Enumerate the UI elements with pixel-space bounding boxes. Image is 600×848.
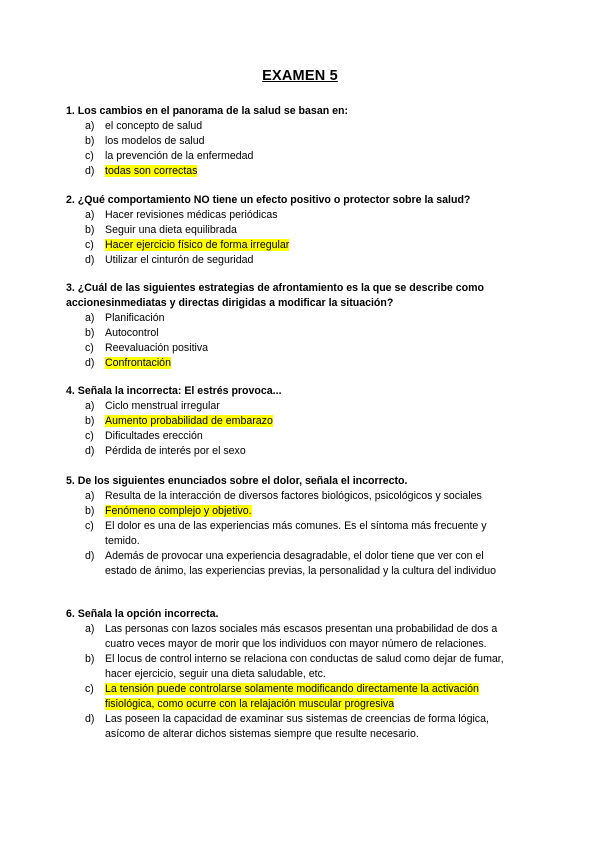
option-text-wrap <box>105 253 516 268</box>
option-text: los modelos de salud <box>105 135 205 147</box>
question-3 <box>66 281 516 371</box>
question-text: 5. De los siguientes enunciados sobre el dolor, señala el incorrecto. <box>66 475 408 487</box>
option-text: Las personas con lazos sociales más escasos presentan una probabilidad de dos a cuatro veces mayor de morir que los individuos con mayor número de relaciones. <box>105 623 498 650</box>
option-list <box>66 311 516 371</box>
option-letter: d) <box>85 254 95 266</box>
question-text: 6. Señala la opción incorrecta. <box>66 608 219 620</box>
page-title: EXAMEN 5 <box>262 68 338 84</box>
option-text-wrap <box>105 712 516 742</box>
option-text-wrap <box>105 326 516 341</box>
answer-option <box>66 429 516 444</box>
option-text-wrap <box>105 652 516 682</box>
option-text-wrap <box>105 164 516 179</box>
option-letter: a) <box>85 120 95 132</box>
answer-option <box>66 399 516 414</box>
option-letter: a) <box>85 312 95 324</box>
answer-option <box>66 238 516 253</box>
option-text: Además de provocar una experiencia desagradable, el dolor tiene que ver con el estado de ánimo, las experiencias previas, la personalidad y la cultura del individuo <box>105 550 497 577</box>
option-list <box>66 119 516 179</box>
answer-option <box>66 519 516 549</box>
answer-option <box>66 311 516 326</box>
option-letter: b) <box>85 505 95 517</box>
answer-option <box>66 414 516 429</box>
answer-option <box>66 489 516 504</box>
option-letter: d) <box>85 445 95 457</box>
question-1 <box>66 104 516 179</box>
option-letter: a) <box>85 623 95 635</box>
answer-option <box>66 682 516 712</box>
option-text: Pérdida de interés por el sexo <box>105 445 246 457</box>
option-letter: c) <box>85 239 94 251</box>
answer-option <box>66 341 516 356</box>
option-text-wrap <box>105 549 516 579</box>
question-4 <box>66 384 516 459</box>
option-text-wrap <box>105 311 516 326</box>
option-text-wrap <box>105 208 516 223</box>
option-text-wrap <box>105 622 516 652</box>
option-letter: d) <box>85 165 95 177</box>
question-2 <box>66 193 516 268</box>
highlighted-answer: Fenómeno complejo y objetivo. <box>105 505 252 517</box>
option-letter: b) <box>85 327 95 339</box>
option-letter: b) <box>85 135 95 147</box>
option-text-wrap <box>105 489 516 504</box>
answer-option <box>66 208 516 223</box>
option-letter: b) <box>85 224 95 236</box>
question-6 <box>66 607 516 742</box>
option-text-wrap <box>105 414 516 429</box>
answer-option <box>66 134 516 149</box>
answer-option <box>66 223 516 238</box>
question-text: 1. Los cambios en el panorama de la salud se basan en: <box>66 105 349 117</box>
option-text-wrap <box>105 149 516 164</box>
option-text: El locus de control interno se relaciona con conductas de salud como dejar de fumar, hacer ejercicio, seguir una dieta saludable, etc. <box>105 653 504 680</box>
option-list <box>66 399 516 459</box>
answer-option <box>66 622 516 652</box>
option-letter: c) <box>85 683 94 695</box>
option-list <box>66 208 516 268</box>
option-text: Utilizar el cinturón de seguridad <box>105 254 254 266</box>
option-text-wrap <box>105 429 516 444</box>
highlighted-answer: Confrontación <box>105 357 171 369</box>
highlighted-answer: todas son correctas <box>105 165 198 177</box>
option-letter: d) <box>85 550 95 562</box>
answer-option <box>66 326 516 341</box>
answer-option <box>66 149 516 164</box>
option-text: Planificación <box>105 312 165 324</box>
option-letter: c) <box>85 150 94 162</box>
option-text-wrap <box>105 519 516 549</box>
option-text-wrap <box>105 682 516 712</box>
question-text: 2. ¿Qué comportamiento NO tiene un efecto positivo o protector sobre la salud? <box>66 194 471 206</box>
option-text: Ciclo menstrual irregular <box>105 400 220 412</box>
option-text: Seguir una dieta equilibrada <box>105 224 237 236</box>
question-5 <box>66 474 516 579</box>
option-text-wrap <box>105 238 516 253</box>
option-letter: c) <box>85 520 94 532</box>
option-letter: d) <box>85 357 95 369</box>
option-list <box>66 622 516 742</box>
highlighted-answer: Aumento probabilidad de embarazo <box>105 415 273 427</box>
option-text: Hacer revisiones médicas periódicas <box>105 209 278 221</box>
option-list <box>66 489 516 579</box>
option-text-wrap <box>105 444 516 459</box>
question-text: 3. ¿Cuál de las siguientes estrategias de afrontamiento es la que se describe como accionesinmediatas y directas dirigidas a modificar la situación? <box>66 282 485 309</box>
option-letter: a) <box>85 490 95 502</box>
option-text: Dificultades erección <box>105 430 203 442</box>
highlighted-answer: Hacer ejercicio físico de forma irregular <box>105 239 290 251</box>
answer-option <box>66 356 516 371</box>
question-text: 4. Señala la incorrecta: El estrés provoca... <box>66 385 282 397</box>
option-text-wrap <box>105 504 516 519</box>
option-text: Las poseen la capacidad de examinar sus sistemas de creencias de forma lógica, asícomo de alterar dichos sistemas siempre que resulte necesario. <box>105 713 489 740</box>
answer-option <box>66 652 516 682</box>
answer-option <box>66 712 516 742</box>
option-text-wrap <box>105 119 516 134</box>
option-text-wrap <box>105 399 516 414</box>
answer-option <box>66 253 516 268</box>
option-letter: a) <box>85 400 95 412</box>
answer-option <box>66 549 516 579</box>
option-text-wrap <box>105 134 516 149</box>
option-letter: c) <box>85 430 94 442</box>
option-text: Resulta de la interacción de diversos factores biológicos, psicológicos y sociales <box>105 490 482 502</box>
option-text: la prevención de la enfermedad <box>105 150 254 162</box>
answer-option <box>66 164 516 179</box>
option-text: El dolor es una de las experiencias más comunes. Es el síntoma más frecuente y temido. <box>105 520 487 547</box>
option-text: Autocontrol <box>105 327 159 339</box>
option-text: Reevaluación positiva <box>105 342 209 354</box>
highlighted-answer: La tensión puede controlarse solamente modificando directamente la activación fisiológica, como ocurre con la relajación muscular progresiva <box>105 683 479 710</box>
option-text: el concepto de salud <box>105 120 203 132</box>
answer-option <box>66 504 516 519</box>
option-letter: b) <box>85 415 95 427</box>
answer-option <box>66 119 516 134</box>
option-letter: c) <box>85 342 94 354</box>
answer-option <box>66 444 516 459</box>
option-text-wrap <box>105 356 516 371</box>
option-text-wrap <box>105 223 516 238</box>
option-text-wrap <box>105 341 516 356</box>
option-letter: b) <box>85 653 95 665</box>
option-letter: a) <box>85 209 95 221</box>
option-letter: d) <box>85 713 95 725</box>
